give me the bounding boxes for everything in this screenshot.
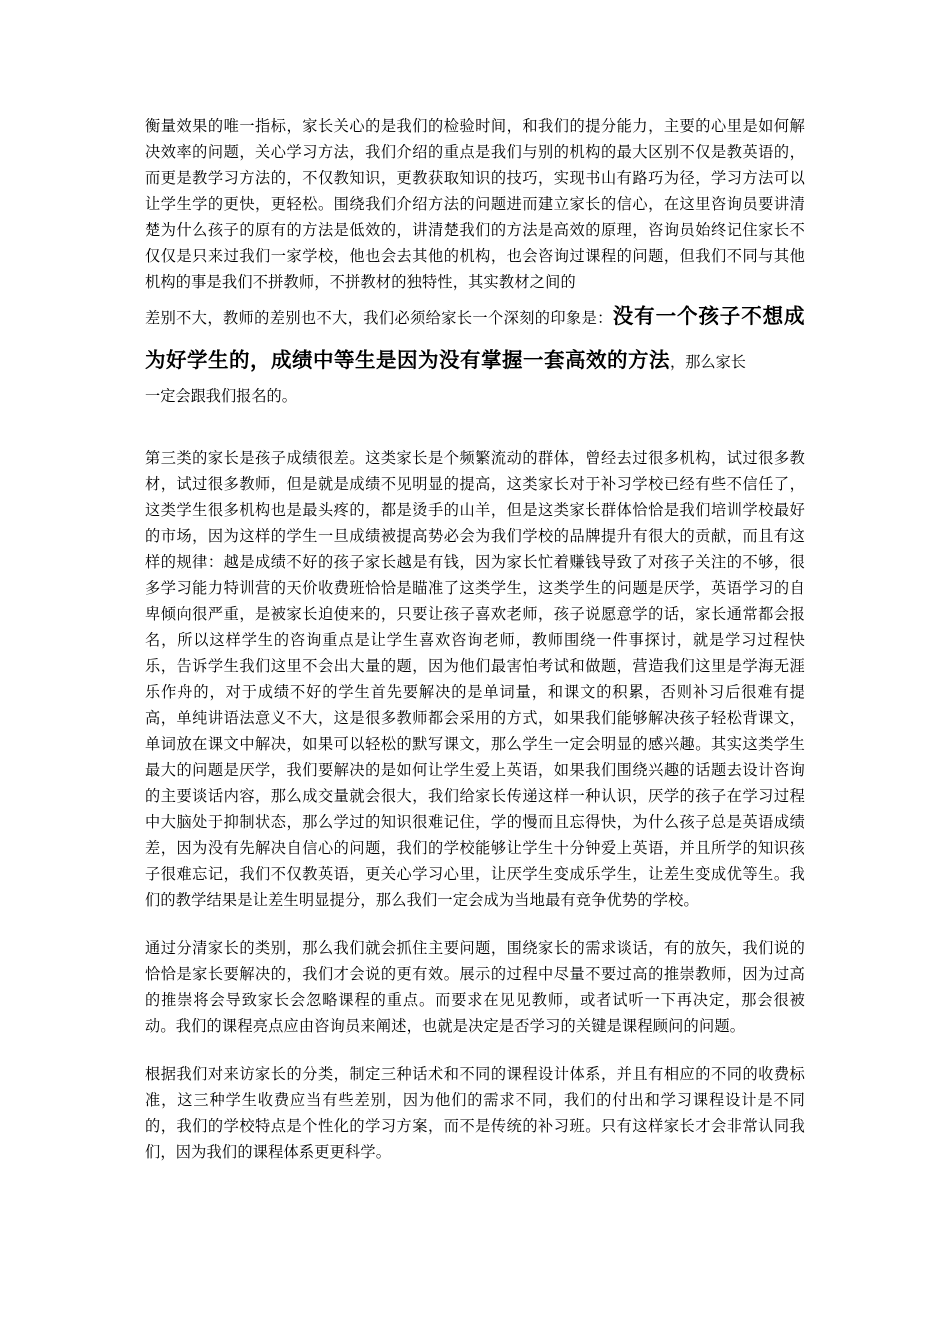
paragraph-1-end: 一定会跟我们报名的。	[145, 387, 297, 405]
paragraph-spacer	[145, 1039, 805, 1061]
paragraph-3: 通过分清家长的类别，那么我们就会抓住主要问题，围绕家长的需求谈话，有的放矢，我们说的恰恰是家长要解决的，我们才会说的更有效。展示的过程中尽量不要过高的推崇教师，因为过高的推崇将会导致家长会忽略课程的重点。而要求在见见教师，或者试听一下再决定，那会很被动。我们的课程亮点应由咨询员来阐述，也就是决定是否学习的关键是课程顾问的问题。	[145, 939, 805, 1035]
paragraph-4: 根据我们对来访家长的分类，制定三种话术和不同的课程设计体系，并且有相应的不同的收费标准，这三种学生收费应当有些差别，因为他们的需求不同，我们的付出和学习课程设计是不同的，我们的学校特点是个性化的学习方案，而不是传统的补习班。只有这样家长才会非常认同我们，因为我们的课程体系更更科学。	[145, 1065, 805, 1161]
paragraph-1: 衡量效果的唯一指标，家长关心的是我们的检验时间，和我们的提分能力，主要的心里是如何解决效率的问题，关心学习方法，我们介绍的重点是我们与别的机构的最大区别不仅是教英语的，而更是教学习方法的，不仅教知识，更教获取知识的技巧，实现书山有路巧为径，学习方法可以让学生学的更快，更轻松。围绕我们介绍方法的问题进而建立家长的信心，在这里咨询员要讲清楚为什么孩子的原有的方法是低效的，讲清楚我们的方法是高效的原理，咨询员始终记住家长不仅仅是只来过我们一家学校，他也会去其他的机构，也会咨询过课程的问题，但我们不同与其他机构的事是我们不拼教师，不拼教材的独特性，其实教材之间的	[145, 117, 805, 291]
document-body	[145, 113, 805, 1165]
paragraph-spacer	[145, 429, 805, 445]
paragraph-1-after: ，那么家长	[670, 353, 746, 371]
paragraph-1-emphasis-line	[145, 295, 805, 383]
key-message-emphasis: 没有一个孩子不想成为好学生的，成绩中等生是因为没有掌握一套高效的方法	[145, 304, 806, 372]
paragraph-spacer	[145, 913, 805, 935]
paragraph-2: 第三类的家长是孩子成绩很差。这类家长是个频繁流动的群体，曾经去过很多机构，试过很多教材，试过很多教师，但是就是成绩不见明显的提高，这类家长对于补习学校已经有些不信任了，这类学生很多机构也是最头疼的，都是烫手的山羊，但是这类家长群体恰恰是我们培训学校最好的市场，因为这样的学生一旦成绩被提高势必会为我们学校的品牌提升有很大的贡献，而且有这样的规律：越是成绩不好的孩子家长越是有钱，因为家长忙着赚钱导致了对孩子关注的不够，很多学习能力特训营的天价收费班恰恰是瞄准了这类学生，这类学生的问题是厌学，英语学习的自卑倾向很严重，是被家长迫使来的，只要让孩子喜欢老师，孩子说愿意学的话，家长通常都会报名，所以这样学生的咨询重点是让学生喜欢咨询老师，教师围绕一件事探讨，就是学习过程快乐，告诉学生我们这里不会出大量的题，因为他们最害怕考试和做题，营造我们这里是学海无涯乐作舟的，对于成绩不好的学生首先要解决的是单词量，和课文的积累，否则补习后很难有提高，单纯讲语法意义不大，这是很多教师都会采用的方式，如果我们能够解决孩子轻松背课文，单词放在课文中解决，如果可以轻松的默写课文，那么学生一定会明显的感兴趣。其实这类学生最大的问题是厌学，我们要解决的是如何让学生爱上英语，如果我们围绕兴趣的话题去设计咨询的主要谈话内容，那么成交量就会很大，我们给家长传递这样一种认识，厌学的孩子在学习过程中大脑处于抑制状态，那么学过的知识很难记住，学的慢而且忘得快，为什么孩子总是英语成绩差，因为没有先解决自信心的问题，我们的学校能够让学生十分钟爱上英语，并且所学的知识孩子很难忘记，我们不仅教英语，更关心学习心里，让厌学生变成乐学生，让差生变成优等生。我们的教学结果是让差生明显提分，那么我们一定会成为当地最有竞争优势的学校。	[145, 449, 805, 909]
paragraph-1-lead: 差别不大，教师的差别也不大，我们必须给家长一个深刻的印象是：	[145, 309, 613, 327]
